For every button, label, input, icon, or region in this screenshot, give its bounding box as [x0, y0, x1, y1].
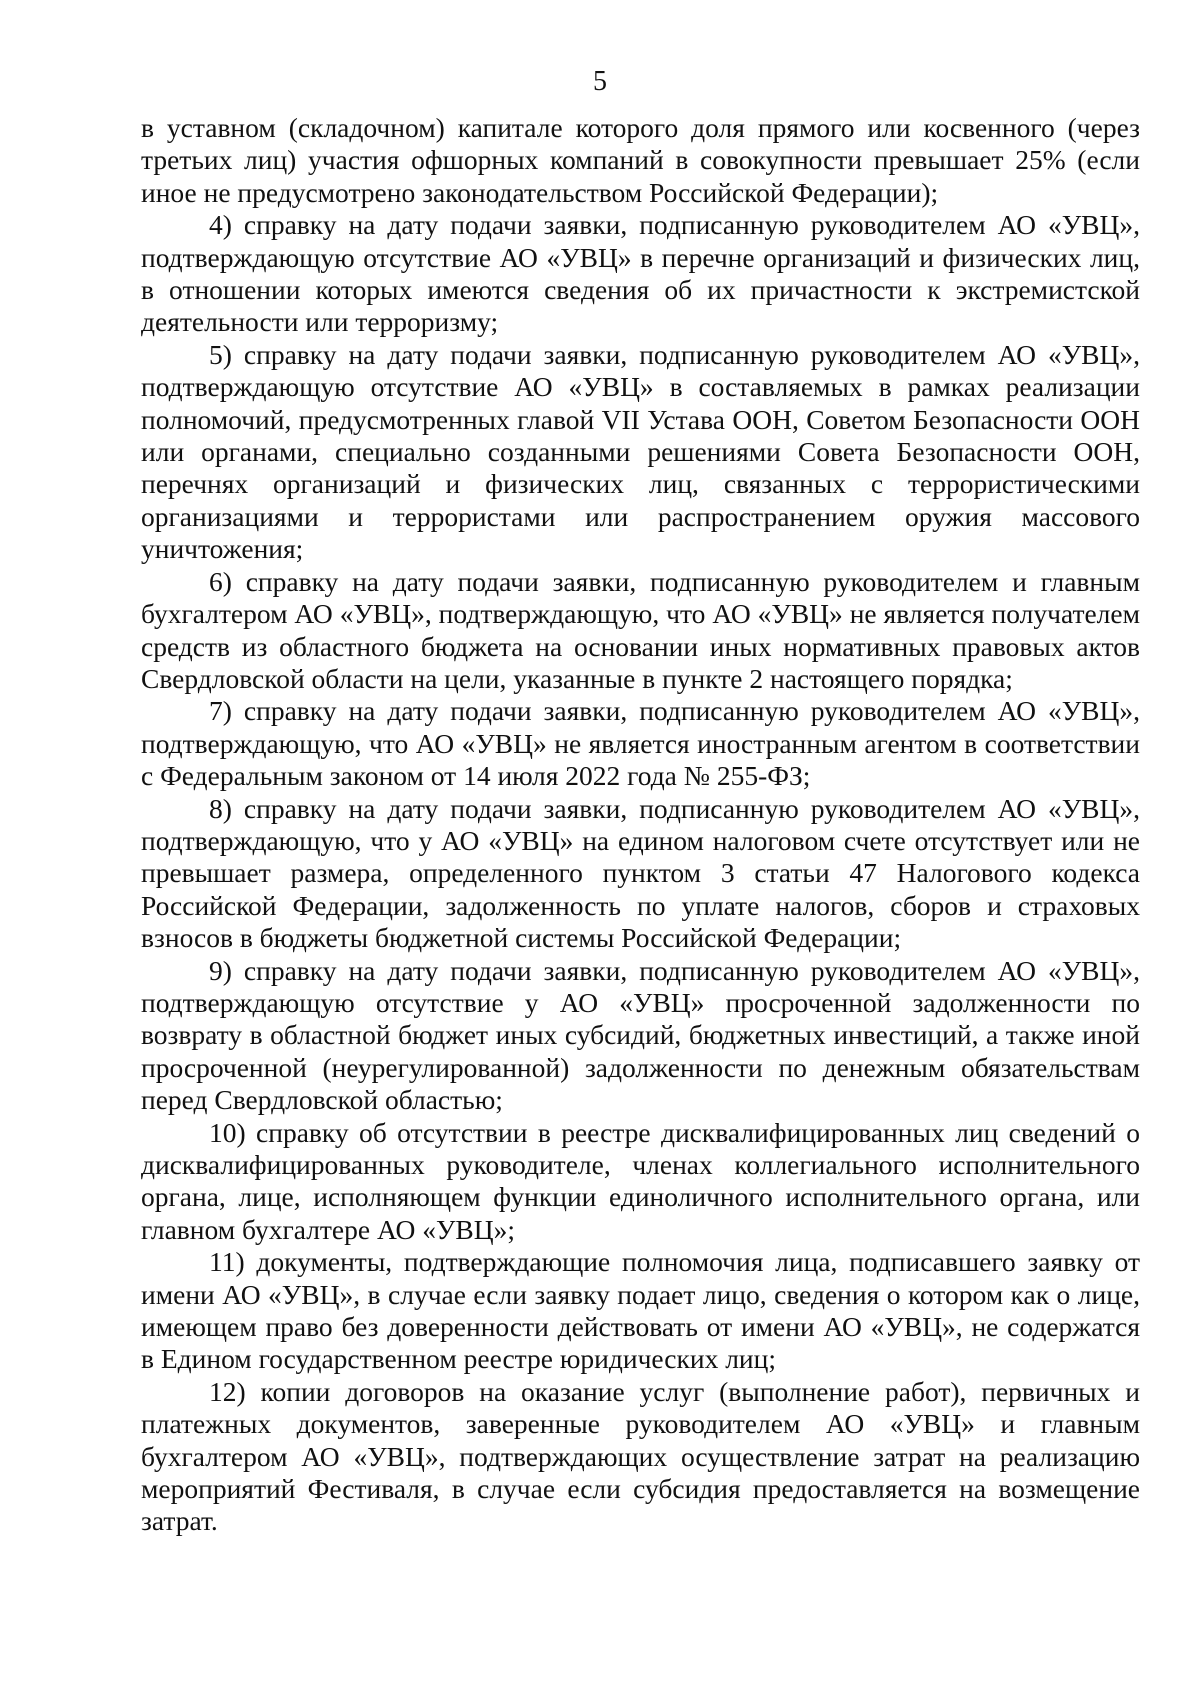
paragraph-continuation: в уставном (складочном) капитале которого доля прямого или косвенного (через третьих лиц) участия офшорных компаний в совокупности превышает 25% (если иное не предусмотрено законодательством Российской Федерации);: [141, 112, 1140, 208]
list-item-4: 4) справку на дату подачи заявки, подписанную руководителем АО «УВЦ», подтверждающую отсутствие АО «УВЦ» в перечне организаций и физических лиц, в отношении которых имеются сведения об их причастности к экстремистской деятельности или терроризму;: [141, 209, 1140, 338]
list-item-12: 12) копии договоров на оказание услуг (выполнение работ), первичных и платежных документов, заверенные руководителем АО «УВЦ» и главным бухгалтером АО «УВЦ», подтверждающих осуществление затрат на реализацию мероприятий Фестиваля, в случае если субсидия предоставляется на возмещение затрат.: [141, 1375, 1140, 1537]
page-number: 5: [593, 66, 607, 97]
list-item-11: 11) документы, подтверждающие полномочия лица, подписавшего заявку от имени АО «УВЦ», в случае если заявку подает лицо, сведения о котором как о лице, имеющем право без доверенности действовать от имени АО «УВЦ», не содержатся в Едином государственном реестре юридических лиц;: [141, 1246, 1140, 1375]
list-item-7: 7) справку на дату подачи заявки, подписанную руководителем АО «УВЦ», подтверждающую, что АО «УВЦ» не является иностранным агентом в соответствии с Федеральным законом от 14 июля 2022 года № 255-ФЗ;: [141, 695, 1140, 792]
document-body: [141, 112, 1140, 1538]
list-item-10: 10) справку об отсутствии в реестре дисквалифицированных лиц сведений о дисквалифицированных руководителе, членах коллегиального исполнительного органа, лице, исполняющем функции единоличного исполнительного органа, или главном бухгалтере АО «УВЦ»;: [141, 1116, 1140, 1245]
list-item-9: 9) справку на дату подачи заявки, подписанную руководителем АО «УВЦ», подтверждающую отсутствие у АО «УВЦ» просроченной задолженности по возврату в областной бюджет иных субсидий, бюджетных инвестиций, а также иной просроченной (неурегулированной) задолженности по денежным обязательствам перед Свердловской областью;: [141, 954, 1140, 1116]
list-item-5: 5) справку на дату подачи заявки, подписанную руководителем АО «УВЦ», подтверждающую отсутствие АО «УВЦ» в составляемых в рамках реализации полномочий, предусмотренных главой VII Устава ООН, Советом Безопасности ООН или органами, специально созданными решениями Совета Безопасности ООН, перечнях организаций и физических лиц, связанных с террористическими организациями и террористами или распространением оружия массового уничтожения;: [141, 338, 1140, 565]
list-item-6: 6) справку на дату подачи заявки, подписанную руководителем и главным бухгалтером АО «УВЦ», подтверждающую, что АО «УВЦ» не является получателем средств из областного бюджета на основании иных нормативных правовых актов Свердловской области на цели, указанные в пункте 2 настоящего порядка;: [141, 565, 1140, 694]
list-item-8: 8) справку на дату подачи заявки, подписанную руководителем АО «УВЦ», подтверждающую, что у АО «УВЦ» на едином налоговом счете отсутствует или не превышает размера, определенного пунктом 3 статьи 47 Налогового кодекса Российской Федерации, задолженность по уплате налогов, сборов и страховых взносов в бюджеты бюджетной системы Российской Федерации;: [141, 792, 1140, 954]
